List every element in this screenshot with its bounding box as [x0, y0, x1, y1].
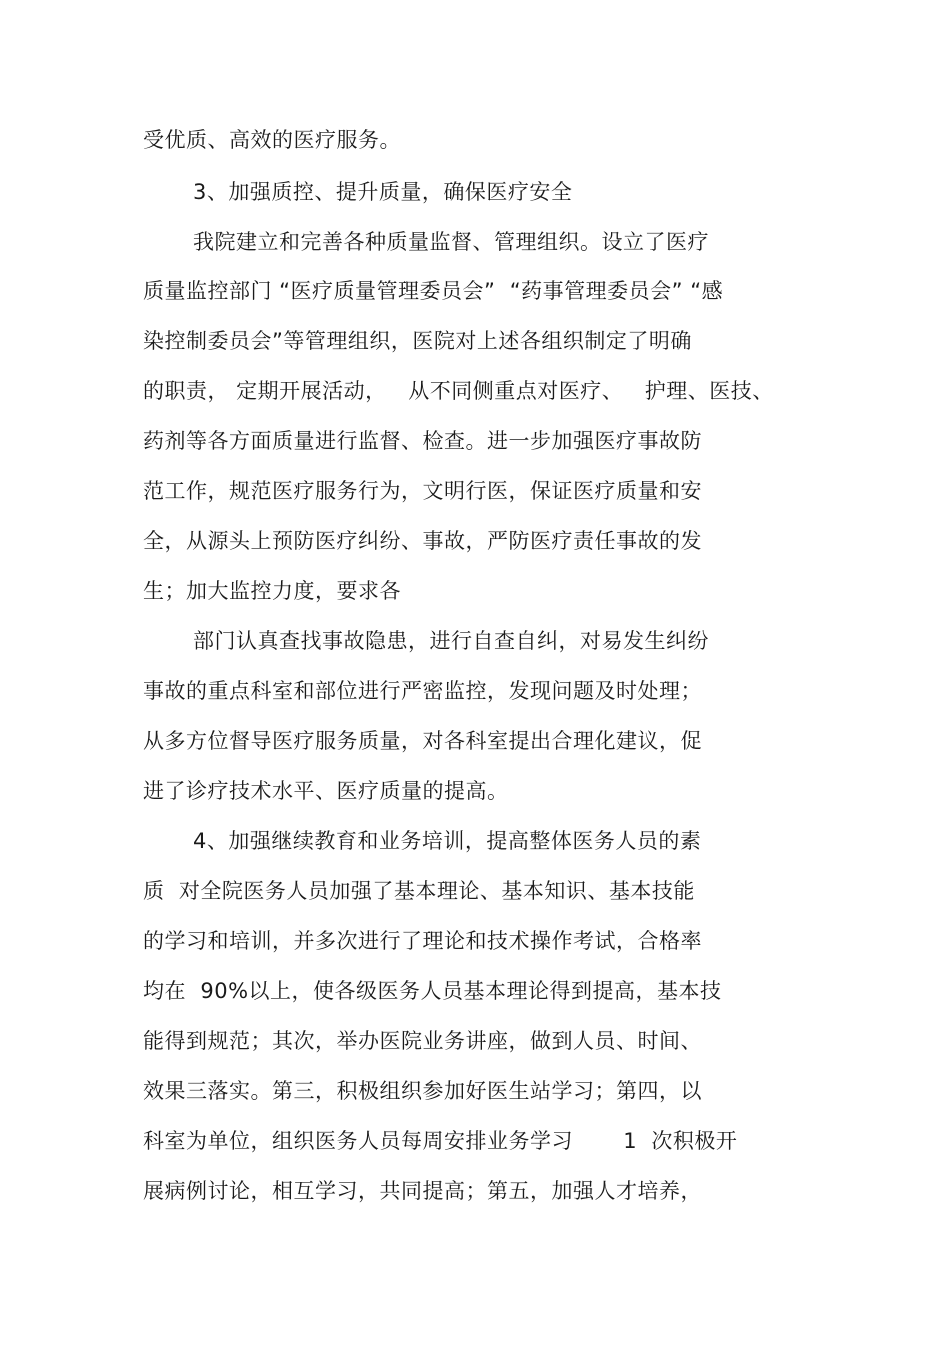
text-line: 质 对全院医务人员加强了基本理论、基本知识、基本技能 — [143, 879, 695, 903]
text-line: 生；加大监控力度，要求各 — [143, 579, 401, 603]
text-line: 从多方位督导医疗服务质量，对各科室提出合理化建议，促 — [143, 729, 702, 753]
text-line: 效果三落实。第三，积极组织参加好医生站学习；第四，以 — [143, 1079, 702, 1103]
text-line: 科室为单位，组织医务人员每周安排业务学习 1 次积极开 — [143, 1129, 738, 1153]
text-line: 染控制委员会”等管理组织，医院对上述各组织制定了明确 — [143, 329, 692, 353]
text-line: 能得到规范；其次，举办医院业务讲座，做到人员、时间、 — [143, 1029, 702, 1053]
text-line: 质量监控部门 “医疗质量管理委员会” “药事管理委员会” “感 — [143, 279, 724, 303]
text-line: 部门认真查找事故隐患，进行自查自纠，对易发生纠纷 — [193, 629, 709, 653]
text-line: 药剂等各方面质量进行监督、检查。进一步加强医疗事故防 — [143, 429, 702, 453]
text-line: 进了诊疗技术水平、医疗质量的提高。 — [143, 779, 509, 803]
text-line: 我院建立和完善各种质量监督、管理组织。设立了医疗 — [193, 230, 709, 254]
section-heading: 4、加强继续教育和业务培训，提高整体医务人员的素 — [193, 829, 702, 853]
text-line: 范工作，规范医疗服务行为，文明行医，保证医疗质量和安 — [143, 479, 702, 503]
text-line: 受优质、高效的医疗服务。 — [143, 128, 401, 152]
text-line: 的学习和培训，并多次进行了理论和技术操作考试，合格率 — [143, 929, 702, 953]
text-line: 均在 90%以上，使各级医务人员基本理论得到提高，基本技 — [143, 979, 722, 1003]
text-line: 全，从源头上预防医疗纠纷、事故，严防医疗责任事故的发 — [143, 529, 702, 553]
text-line: 事故的重点科室和部位进行严密监控，发现问题及时处理； — [143, 679, 702, 703]
section-heading: 3、加强质控、提升质量，确保医疗安全 — [193, 180, 573, 204]
text-line: 展病例讨论，相互学习，共同提高；第五，加强人才培养， — [143, 1179, 702, 1203]
text-line: 的职责， 定期开展活动， 从不同侧重点对医疗、 护理、医技、 — [143, 379, 774, 403]
